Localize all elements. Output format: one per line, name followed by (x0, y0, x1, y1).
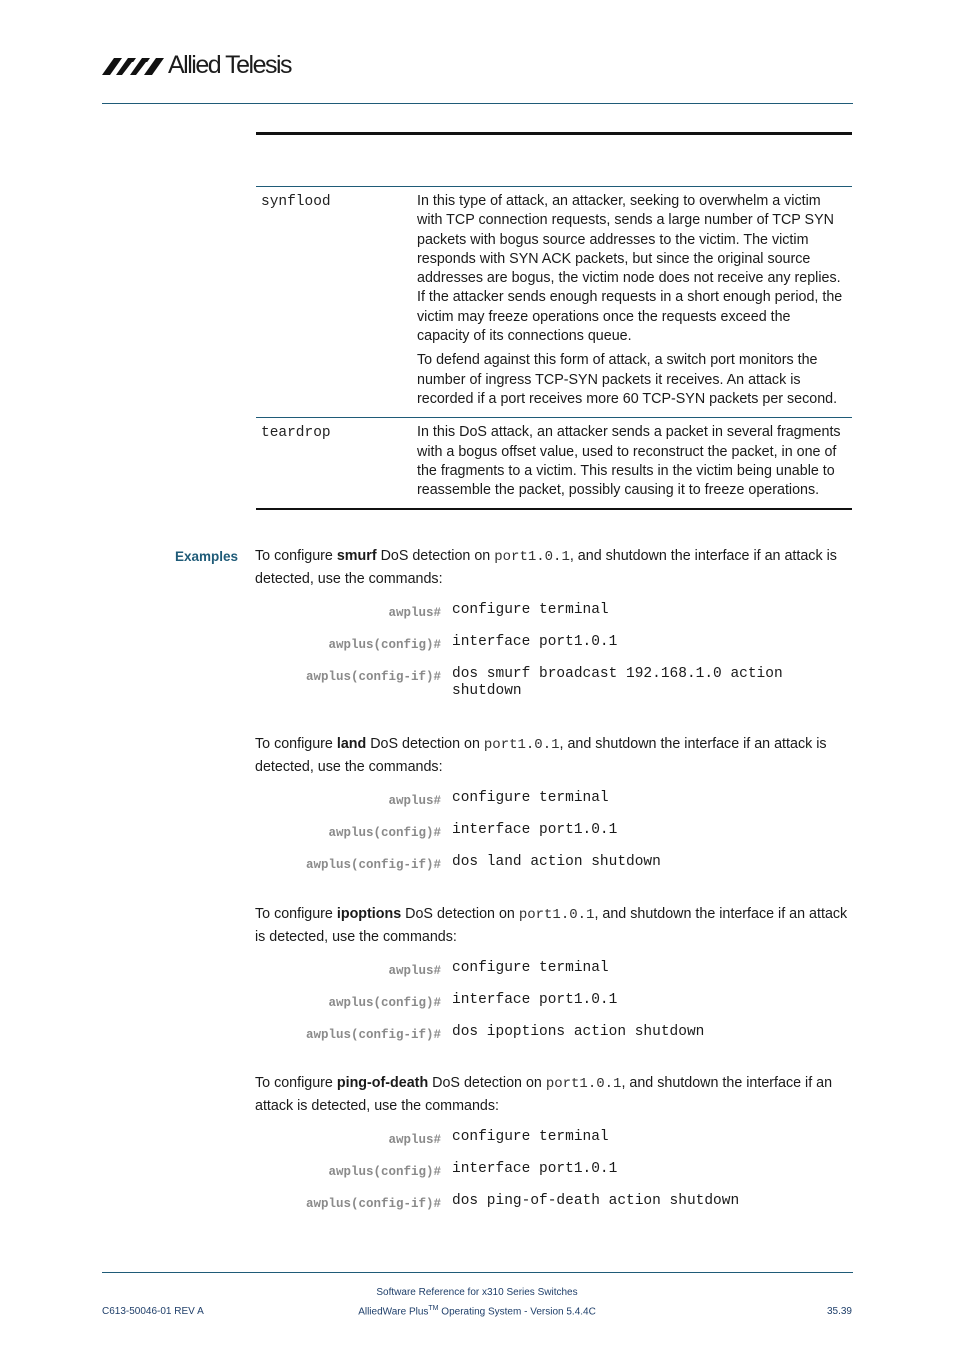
allied-telesis-logo-icon (102, 54, 164, 76)
cli-prompt: awplus# (388, 794, 441, 808)
footer-page-number: 35.39 (826, 1306, 852, 1317)
cli-command: interface port1.0.1 (452, 1161, 618, 1177)
table-row (256, 417, 852, 510)
intro-text: To configure (255, 1075, 337, 1091)
intro-text: DoS detection on (366, 736, 484, 752)
port-name: port1.0.1 (494, 549, 570, 565)
cli-prompt: awplus(config-if)# (305, 858, 441, 872)
intro-text: To configure (255, 548, 337, 564)
intro-text: DoS detection on (428, 1075, 546, 1091)
command-line (255, 1161, 855, 1193)
cli-command: interface port1.0.1 (452, 634, 618, 650)
attack-name: ipoptions (336, 906, 402, 922)
dos-option-keyword: teardrop (261, 425, 331, 442)
command-line (255, 854, 855, 886)
command-line (255, 666, 855, 698)
cli-command: configure terminal (452, 602, 609, 618)
header-rule (102, 103, 853, 104)
command-line (255, 822, 855, 854)
command-line (255, 1129, 855, 1161)
intro-text: , and shutdown the interface if an attack is detected, use the commands: (255, 906, 848, 945)
intro-text: , and shutdown the interface if an attack is detected, use the commands: (255, 736, 827, 775)
table-row (256, 186, 852, 417)
command-list (255, 790, 855, 886)
company-logo (102, 50, 291, 80)
dos-options-table (256, 186, 852, 510)
description-paragraph: To defend against this form of attack, a switch port monitors the number of ingress TCP-SYN packets it receives. An attack is recorded if a port receives more 60 TCP-SYN packets per second. (417, 352, 838, 407)
cli-command: configure terminal (452, 960, 609, 976)
example-intro (255, 904, 853, 948)
cli-command: dos land action shutdown (452, 854, 661, 870)
command-list (255, 960, 855, 1056)
trademark-mark: TM (428, 1305, 439, 1312)
command-line (255, 1024, 855, 1056)
dos-option-description (417, 187, 852, 417)
footer-doc-id: C613-50046-01 REV A (102, 1306, 204, 1317)
cli-prompt: awplus(config)# (328, 1165, 441, 1179)
attack-name: land (336, 736, 367, 752)
cli-command: interface port1.0.1 (452, 822, 618, 838)
examples-heading: Examples (175, 549, 239, 564)
command-line (255, 634, 855, 666)
command-list (255, 602, 855, 698)
attack-name: ping-of-death (336, 1075, 429, 1091)
command-list (255, 1129, 855, 1225)
footer-product-name: AlliedWare Plus (358, 1306, 429, 1318)
example-block (255, 904, 855, 1056)
port-name: port1.0.1 (518, 907, 595, 923)
port-name: port1.0.1 (545, 1076, 622, 1092)
dos-option-keyword: synflood (261, 194, 331, 210)
intro-text: DoS detection on (401, 906, 519, 922)
footer-product (300, 1305, 654, 1317)
example-block (255, 546, 855, 698)
command-line (255, 602, 855, 634)
cli-prompt: awplus# (388, 606, 441, 620)
command-line (255, 790, 855, 822)
cli-command: dos ipoptions action shutdown (452, 1024, 705, 1040)
logo-text: Allied Telesis (168, 51, 292, 79)
attack-name: smurf (336, 548, 377, 564)
example-block (255, 734, 855, 886)
cli-command: dos ping-of-death action shutdown (452, 1193, 740, 1209)
cli-prompt: awplus# (388, 1133, 441, 1147)
cli-prompt: awplus(config)# (328, 996, 441, 1010)
cli-command: configure terminal (452, 1129, 609, 1145)
port-name: port1.0.1 (483, 737, 560, 753)
cli-prompt: awplus(config)# (328, 826, 441, 840)
cli-prompt: awplus(config-if)# (305, 1197, 441, 1211)
footer-product-version: Operating System - Version 5.4.4C (438, 1306, 596, 1318)
table-top-rule (256, 132, 852, 135)
command-line (255, 960, 855, 992)
intro-text: , and shutdown the interface if an attack is detected, use the commands: (255, 1075, 833, 1114)
example-block (255, 1073, 855, 1225)
description-paragraph: In this type of attack, an attacker, seeking to overwhelm a victim with TCP connection requests, sends a large number of TCP SYN packets with bogus source addresses to the victim. The victim responds with SYN ACK packets, but since the original source addresses are bogus, the victim node does not receive any replies. If the attacker sends enough requests in a short enough period, the victim may freeze operations once the requests exceed the capacity of its connections queue. (417, 193, 843, 345)
intro-text: , and shutdown the interface if an attack is detected, use the commands: (255, 548, 837, 587)
footer-title: Software Reference for x310 Series Switches (376, 1287, 578, 1298)
cli-prompt: awplus# (388, 964, 441, 978)
intro-text: To configure (255, 736, 337, 752)
example-intro (255, 734, 853, 778)
cli-command: dos smurf broadcast 192.168.1.0 action shutdown (452, 666, 792, 699)
intro-text: To configure (255, 906, 337, 922)
command-line (255, 992, 855, 1024)
intro-text: DoS detection on (376, 548, 495, 564)
cli-command: interface port1.0.1 (452, 992, 618, 1008)
cli-prompt: awplus(config-if)# (305, 670, 441, 684)
footer-rule (102, 1272, 853, 1273)
dos-option-description (417, 418, 852, 508)
command-line (255, 1193, 855, 1225)
cli-prompt: awplus(config)# (328, 638, 441, 652)
cli-command: configure terminal (452, 790, 609, 806)
description-paragraph: In this DoS attack, an attacker sends a packet in several fragments with a bogus offset value, used to reconstruct the packet, in one of the fragments to a victim. This results in the victim being unable to reassemble the packet, possibly causing it to freeze operations. (417, 424, 841, 499)
cli-prompt: awplus(config-if)# (305, 1028, 441, 1042)
example-intro (255, 1073, 853, 1117)
example-intro (255, 546, 853, 590)
